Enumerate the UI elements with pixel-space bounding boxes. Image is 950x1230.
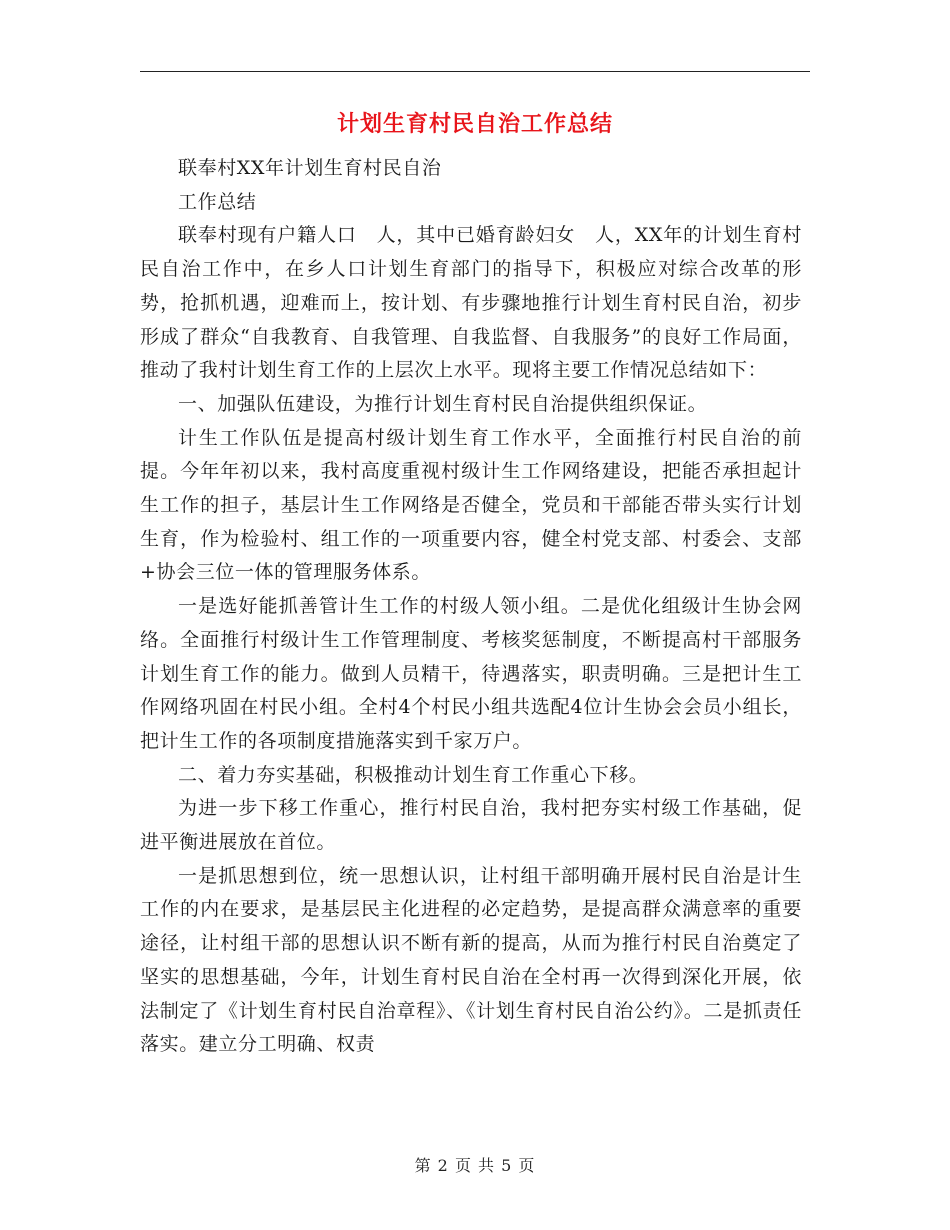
paragraph-subtitle-2: 工作总结 [178, 190, 257, 213]
page-title: 计划生育村民自治工作总结 [336, 112, 613, 137]
section-heading-1: 一、加强队伍建设，为推行计划生育村民自治提供组织保证。 [178, 392, 708, 415]
document-body [140, 152, 802, 1062]
section-heading-2: 二、着力夯实基础，积极推动计划生育工作重心下移。 [178, 763, 649, 786]
header-rule [140, 71, 810, 72]
paragraph-section-1-a: 计生工作队伍是提高村级计划生育工作水平，全面推行村民自治的前提。今年年初以来，我村高度重视村级计生工作网络建设，把能否承担起计生工作的担子，基层计生工作网络是否健全，党员和干部能否带头实行计划生育，作为检验村、组工作的一项重要内容，健全村党支部、村委会、支部+协会三位一体的管理服务体系。 [140, 426, 802, 584]
page-indicator: 第 2 页 共 5 页 [414, 1156, 536, 1175]
paragraph-section-2-a: 为进一步下移工作重心，推行村民自治，我村把夯实村级工作基础，促进平衡进展放在首位。 [140, 797, 802, 854]
paragraph-section-2-b: 一是抓思想到位，统一思想认识，让村组干部明确开展村民自治是计生工作的内在要求，是基层民主化进程的必定趋势，是提高群众满意率的重要途径，让村组干部的思想认识不断有新的提高，从而为推行村民自治奠定了坚实的思想基础，今年，计划生育村民自治在全村再一次得到深化开展，依法制定了《计划生育村民自治章程》、《计划生育村民自治公约》。二是抓责任落实。建立分工明确、权责 [140, 864, 802, 1056]
paragraph-intro: 联奉村现有户籍人口 人，其中已婚育龄妇女 人，XX年的计划生育村民自治工作中，在乡人口计划生育部门的指导下，积极应对综合改革的形势，抢抓机遇，迎难而上，按计划、有步骤地推行计划生育村民自治，初步形成了群众“自我教育、自我管理、自我监督、自我服务”的良好工作局面，推动了我村计划生育工作的上层次上水平。现将主要工作情况总结如下： [140, 224, 802, 382]
paragraph-subtitle-1: 联奉村XX年计划生育村民自治 [178, 157, 442, 179]
paragraph-section-1-b: 一是选好能抓善管计生工作的村级人领小组。二是优化组级计生协会网络。全面推行村级计生工作管理制度、考核奖惩制度，不断提高村干部服务计划生育工作的能力。做到人员精干，待遇落实，职责明确。三是把计生工作网络巩固在村民小组。全村4个村民小组共选配4位计生协会会员小组长，把计生工作的各项制度措施落实到千家万户。 [140, 595, 802, 752]
